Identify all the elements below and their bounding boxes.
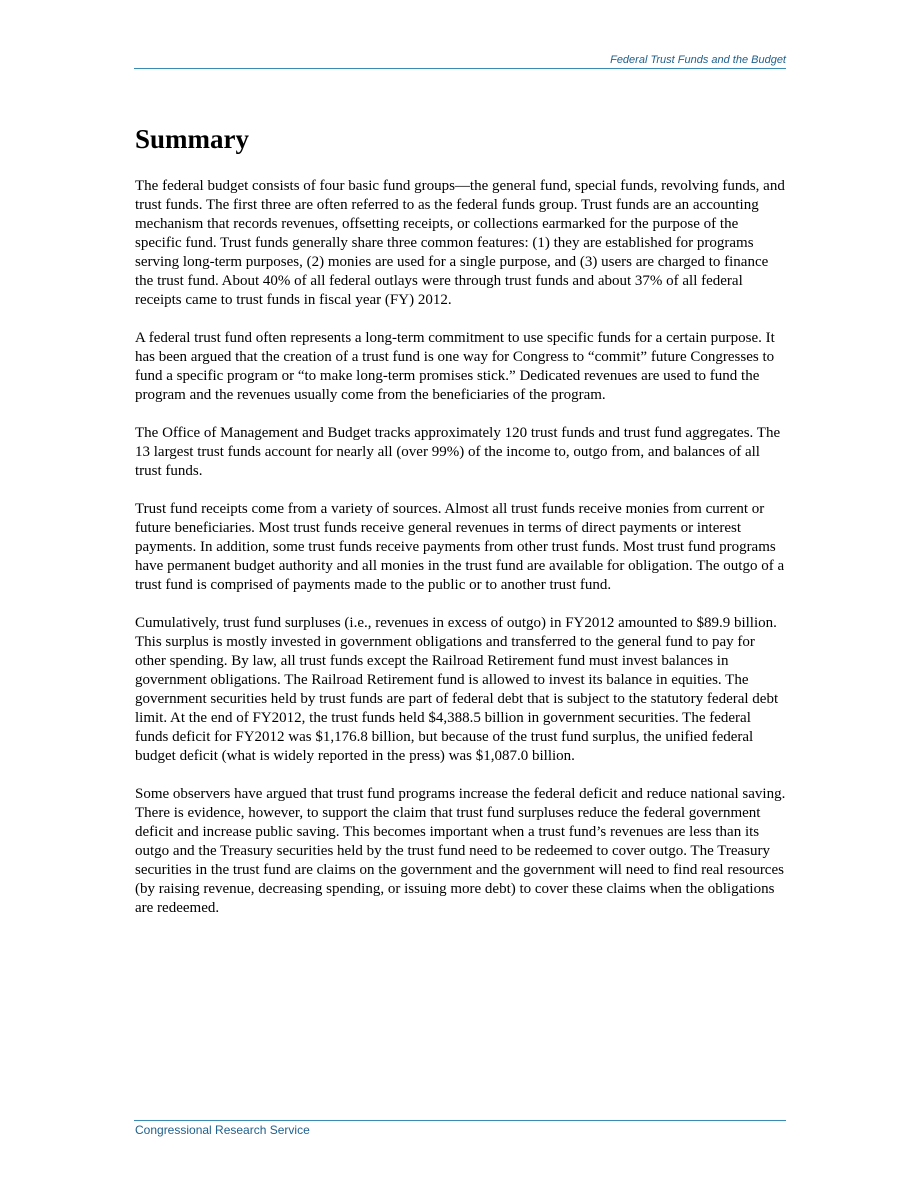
header-rule	[134, 68, 786, 69]
paragraph-long-term-commitment: A federal trust fund often represents a long-term commitment to use specific funds for a certain purpose. It has been argued that the creation of a trust fund is one way for Congress to “commit” future Congresses to fund a specific program or “to make long-term promises stick.” Dedicated revenues are used to fund the program and the revenues usually come from the beneficiaries of the program.	[135, 330, 775, 403]
paragraph-fund-groups: The federal budget consists of four basic fund groups—the general fund, special funds, revolving funds, and trust funds. The first three are often referred to as the federal funds group. Trust funds are an accounting mechanism that records revenues, offsetting receipts, or collections earmarked for the purpose of the specific fund. Trust funds generally share three common features: (1) they are established for programs serving long-term purposes, (2) monies are used for a single purpose, and (3) users are charged to finance the trust fund. About 40% of all federal outlays were through trust funds and about 37% of all federal receipts came to trust funds in fiscal year (FY) 2012.	[135, 178, 785, 308]
running-header-title: Federal Trust Funds and the Budget	[610, 54, 786, 66]
paragraph-national-saving: Some observers have argued that trust fund programs increase the federal deficit and reduce national saving. There is evidence, however, to support the claim that trust fund surpluses reduce the federal government deficit and increase public saving. This becomes important when a trust fund’s revenues are less than its outgo and the Treasury securities held by the trust fund need to be redeemed to cover outgo. The Treasury securities in the trust fund are claims on the government and the government will need to find real resources (by raising revenue, decreasing spending, or issuing more debt) to cover these claims when the obligations are redeemed.	[135, 786, 786, 916]
summary-body	[135, 177, 787, 937]
footer-rule	[134, 1120, 786, 1121]
paragraph-surpluses: Cumulatively, trust fund surpluses (i.e., revenues in excess of outgo) in FY2012 amounted to $89.9 billion. This surplus is mostly invested in government obligations and transferred to the general fund to pay for other spending. By law, all trust funds except the Railroad Retirement fund must invest balances in government obligations. The Railroad Retirement fund is allowed to invest its balance in equities. The government securities held by trust funds are part of federal debt that is subject to the statutory federal debt limit. At the end of FY2012, the trust funds held $4,388.5 billion in government securities. The federal funds deficit for FY2012 was $1,176.8 billion, but because of the trust fund surplus, the unified federal budget deficit (what is widely reported in the press) was $1,087.0 billion.	[135, 615, 779, 764]
paragraph-omb-tracking: The Office of Management and Budget tracks approximately 120 trust funds and trust fund aggregates. The 13 largest trust funds account for nearly all (over 99%) of the income to, outgo from, and balances of all trust funds.	[135, 425, 781, 479]
page-title: Summary	[135, 124, 249, 154]
footer-organization: Congressional Research Service	[135, 1123, 310, 1137]
paragraph-receipts-sources: Trust fund receipts come from a variety of sources. Almost all trust funds receive monies from current or future beneficiaries. Most trust funds receive general revenues in terms of direct payments or interest payments. In addition, some trust funds receive payments from other trust funds. Most trust fund programs have permanent budget authority and all monies in the trust fund are available for obligation. The outgo of a trust fund is comprised of payments made to the public or to another trust fund.	[135, 501, 785, 593]
